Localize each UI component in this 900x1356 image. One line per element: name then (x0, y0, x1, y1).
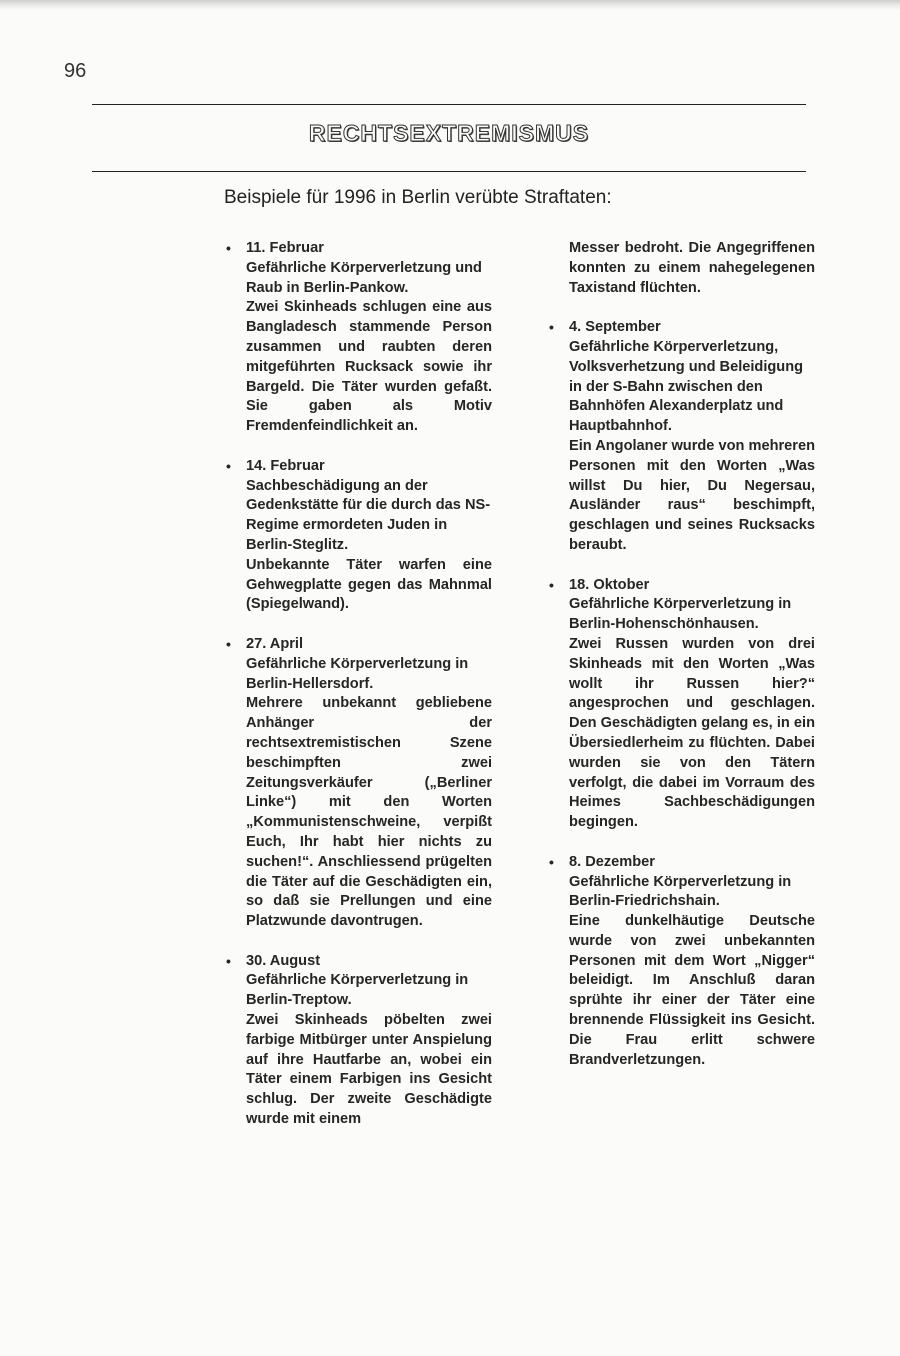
entry-date: 14. Februar (246, 457, 325, 474)
bullet-icon: • (226, 240, 231, 256)
right-column (549, 239, 815, 1090)
bullet-icon: • (226, 457, 231, 474)
entry-text: Zwei Skinheads schlugen eine aus Bangladesch stammende Person zusammen und raubten deren mitgeführten Rucksack sowie ihr Bargeld. Die Täter wurden gefaßt. Sie gaben als Motiv Fremdenfeindlichkeit an. (246, 299, 492, 435)
entry-offense: Gefährliche Körperverletzung in Berlin-Hohenschönhausen. (569, 596, 792, 633)
entry-text: Mehrere unbekannt gebliebene Anhänger der rechtsextremistischen Szene beschimpften zwei Zeitungsverkäufer („Berliner Linke“) mit den Worten „Kommunistenschweine, verpißt Euch, Ihr habt hier nichts zu suchen!“. Anschliessend prügelten die Täter auf die Geschädigten ein, so daß sie Prellungen und eine Platzwunde davontrugen. (246, 695, 492, 930)
entry-text: Eine dunkelhäutige Deutsche wurde von zwei unbekannten Personen mit dem Wort „Nigger“ beleidigt. Im Anschluß daran sprühte ihr einer der Täter eine brennende Flüssigkeit ins Gesicht. Die Frau erlitt schwere Brandverletzungen. (569, 913, 815, 1068)
list-item (226, 239, 492, 437)
list-item (226, 457, 492, 615)
entry-date: 4. September (569, 319, 661, 336)
header-rule-bottom (92, 171, 806, 172)
bullet-icon: • (549, 319, 554, 336)
entry-date: 18. Oktober (569, 576, 650, 593)
intro-heading: Beispiele für 1996 in Berlin verübte Straftaten: (224, 187, 612, 208)
entry-text: Unbekannte Täter warfen eine Gehwegplatte gegen das Mahnmal (Spiegelwand). (246, 556, 492, 613)
entry-offense: Gefährliche Körperverletzung in Berlin-Hellersdorf. (246, 655, 469, 692)
bullet-icon: • (549, 576, 554, 593)
section-title: RECHTSEXTREMISMUS (308, 120, 590, 146)
entry-text: Zwei Russen wurden von drei Skinheads mit den Worten „Was wollt ihr Russen hier?“ angesprochen und geschlagen. Den Geschädigten gelang es, in ein Übersiedlerheim zu flüchten. Dabei wurden sie von den Tätern verfolgt, die dabei im Vorraum des Heimes Sachbeschädigungen begingen. (569, 635, 815, 831)
entry-offense: Gefährliche Körperverletzung, Volksverhetzung und Beleidigung in der S-Bahn zwischen den Bahnhöfen Alexanderplatz und Hauptbahnhof. (569, 338, 804, 435)
entry-date: 27. April (246, 635, 304, 652)
entry-offense: Gefährliche Körperverletzung in Berlin-Friedrichshain. (569, 873, 792, 910)
list-item (549, 576, 815, 833)
list-item (549, 853, 815, 1071)
entry-date: 8. Dezember (569, 853, 655, 870)
entry-text: Ein Angolaner wurde von mehreren Personen mit den Worten „Was willst Du hier, Du Negersau, Ausländer raus“ beschimpft, geschlagen und seines Rucksacks beraubt. (569, 437, 815, 553)
bullet-icon: • (549, 853, 554, 870)
scan-edge (0, 0, 900, 10)
left-column (226, 239, 492, 1150)
header-rule-top (92, 104, 806, 105)
entry-offense: Sachbeschädigung an der Gedenkstätte für die durch das NS-Regime ermordeten Juden in Berlin-Steglitz. (246, 477, 491, 553)
bullet-icon: • (226, 635, 231, 652)
continued-text: Messer bedroht. Die Angegriffenen konnten zu einem nahegelegenen Taxistand flüchten. (569, 240, 815, 296)
bullet-icon: • (226, 952, 231, 969)
entry-offense: Gefährliche Körperverletzung und Raub in Berlin-Pankow. (246, 259, 482, 296)
entry-date: 30. August (246, 952, 321, 969)
list-item (549, 318, 815, 556)
entry-date: 11. Februar (246, 240, 324, 256)
entry-text: Zwei Skinheads pöbelten zwei farbige Mitbürger unter Anspielung auf ihre Hautfarbe an, wobei ein Täter einem Farbigen ins Gesicht schlug. Der zweite Geschädigte wurde mit einem (246, 1012, 492, 1128)
list-item (226, 952, 492, 1130)
page-number: 96 (64, 60, 87, 82)
list-item (226, 635, 492, 932)
entry-offense: Gefährliche Körperverletzung in Berlin-Treptow. (246, 972, 469, 1009)
